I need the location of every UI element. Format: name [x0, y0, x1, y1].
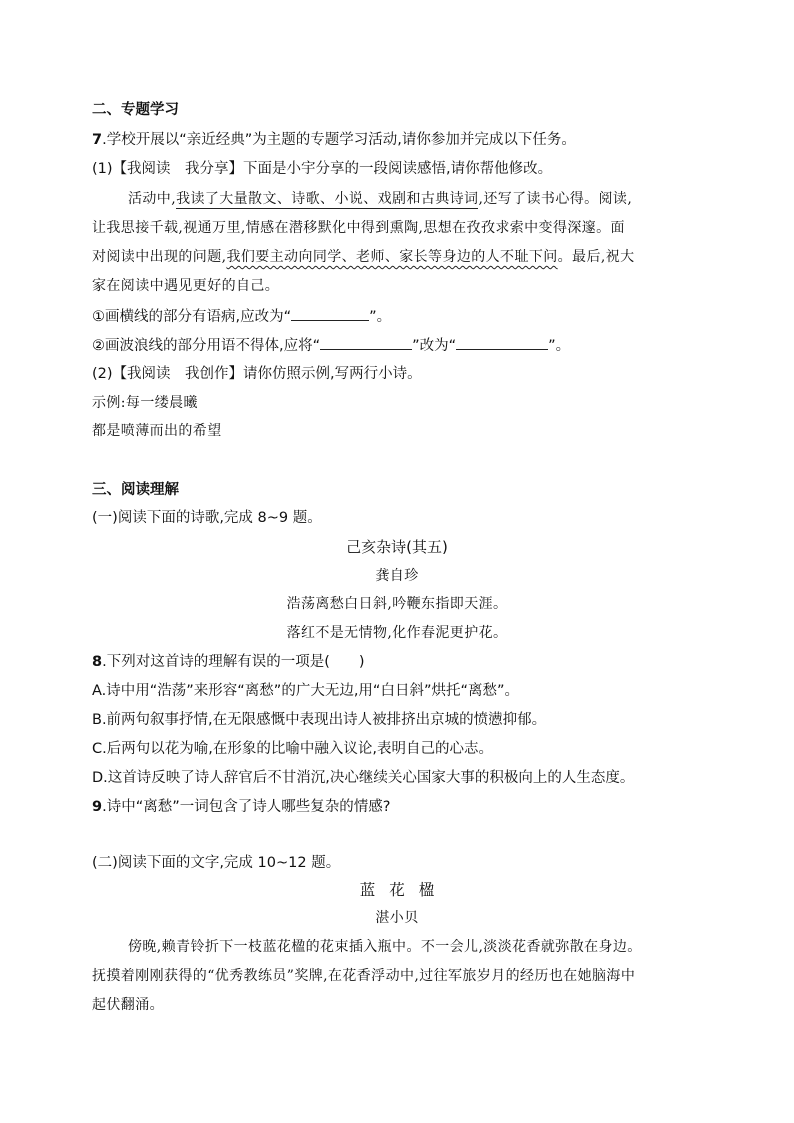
article-paragraph-line-3: 起伏翻涌。 [92, 997, 164, 1013]
option-c[interactable]: C.后两句以花为喻,在形象的比喻中融入议论,表明自己的心志。 [92, 741, 493, 757]
straight-underlined-phrase: 我读了大量散文、诗歌、小说、戏剧和古典诗词 [176, 191, 479, 207]
question-9-number: 9 [92, 799, 103, 815]
question-8-stem [92, 652, 365, 672]
sub-question-1 [92, 306, 391, 327]
sub-question-2 [92, 335, 570, 356]
answer-blank[interactable] [291, 306, 369, 321]
example-line-1: 示例:每一缕晨曦 [92, 395, 198, 411]
article-paragraph-line-1: 傍晚,赖青铃折下一枝蓝花楹的花束插入瓶中。不一会儿,淡淡花香就弥散在身边。 [128, 939, 642, 955]
question-7-text: .学校开展以“亲近经典”为主题的专题学习活动,请你参加并完成以下任务。 [102, 132, 576, 148]
question-9-text: .诗中“离愁”一词包含了诗人哪些复杂的情感? [102, 799, 391, 815]
poem-line-2: 落红不是无情物,化作春泥更护花。 [286, 625, 508, 641]
question-8-text: .下列对这首诗的理解有误的一项是( ) [102, 654, 365, 670]
poem-title: 己亥杂诗(其五) [346, 538, 448, 556]
article-paragraph-line-2: 抚摸着刚刚获得的“优秀教练员”奖牌,在花香浮动中,过往军旅岁月的经历也在她脑海中 [92, 968, 636, 984]
question-7-part-2-label: (2)【我阅读 我创作】请你仿照示例,写两行小诗。 [92, 366, 422, 382]
article-author: 湛小贝 [375, 910, 419, 926]
question-8-number: 8 [92, 654, 103, 670]
article-title: 蓝花楹 [359, 881, 449, 899]
sub-question-text: ①画横线的部分有语病,应改为“ [92, 309, 292, 325]
passage-text: 活动中, [128, 191, 177, 207]
example-line-2: 都是喷薄而出的希望 [92, 423, 222, 439]
option-a[interactable]: A.诗中用“浩荡”来形容“离愁”的广大无边,用“白日斜”烘托“离愁”。 [92, 683, 519, 699]
sub-question-text: ”。 [369, 309, 392, 325]
section-3-heading: 三、阅读理解 [92, 482, 179, 498]
poem-line-1: 浩荡离愁白日斜,吟鞭东指即天涯。 [286, 596, 508, 612]
question-7-stem [92, 130, 576, 150]
passage-line-3 [92, 247, 635, 267]
passage-line-2: 让我思接千载,视通万里,情感在潜移默化中得到熏陶,思想在孜孜求索中变得深邃。面 [92, 220, 625, 236]
passage-text: ,还写了读书心得。阅读, [478, 191, 633, 207]
passage-line-1 [128, 189, 632, 209]
answer-blank[interactable] [456, 335, 548, 350]
passage-line-4: 家在阅读中遇见更好的自己。 [92, 278, 280, 294]
part-1-intro: (一)阅读下面的诗歌,完成 8~9 题。 [92, 510, 322, 526]
sub-question-text: ”改为“ [412, 338, 457, 354]
passage-text: 。最后,祝大 [557, 249, 635, 265]
question-9-stem [92, 797, 390, 817]
passage-text: 对阅读中出现的问题, [92, 249, 227, 265]
sub-question-text: ②画波浪线的部分用语不得体,应将“ [92, 338, 321, 354]
part-2-intro: (二)阅读下面的文字,完成 10~12 题。 [92, 855, 341, 871]
option-d[interactable]: D.这首诗反映了诗人辞官后不甘消沉,决心继续关心国家大事的积极向上的人生态度。 [92, 770, 635, 786]
poem-author: 龚自珍 [375, 568, 419, 584]
section-2-heading: 二、专题学习 [92, 102, 179, 118]
question-7-part-1-label: (1)【我阅读 我分享】下面是小宇分享的一段阅读感悟,请你帮他修改。 [92, 161, 553, 177]
wavy-underlined-phrase: 我们要主动向同学、老师、家长等身边的人不耻下问 [226, 249, 558, 265]
option-b[interactable]: B.前两句叙事抒情,在无限感慨中表现出诗人被排挤出京城的愤懑抑郁。 [92, 712, 547, 728]
answer-blank[interactable] [320, 335, 412, 350]
sub-question-text: ”。 [548, 338, 571, 354]
question-7-number: 7 [92, 132, 103, 148]
